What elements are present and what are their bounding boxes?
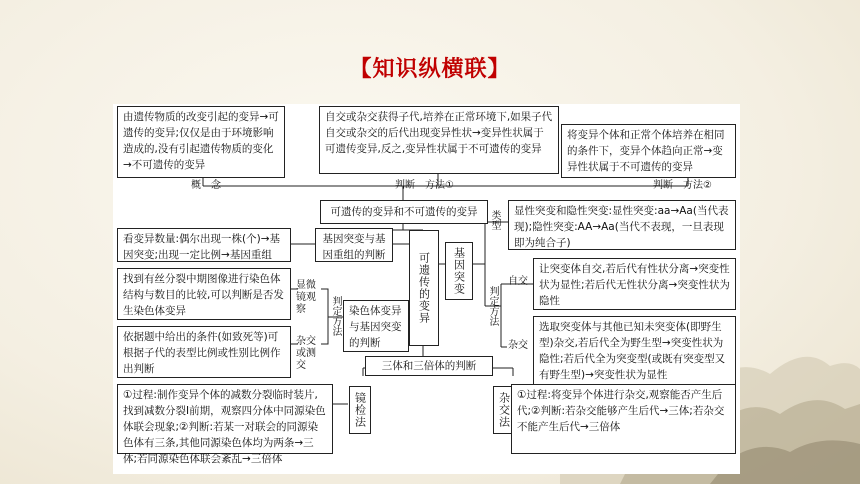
cross-detail-box: ①过程:将变异个体进行杂交,观察能否产生后代;②判断:若杂交能够产生后代→三体;若杂交不能产生后代→三倍体 bbox=[511, 384, 736, 454]
judge-method-2-box: 将变异个体和正常个体培养在相同的条件下，变异个体趋向正常→变异性状属于不可遗传的变异 bbox=[561, 124, 736, 178]
judge-method-label: 判定方法 bbox=[487, 286, 498, 326]
microscope-box: 找到有丝分裂中期图像进行染色体结构与数目的比较,可以判断是否发生染色体变异 bbox=[117, 268, 291, 320]
microscope-detail-box: ①过程:制作变异个体的减数分裂临时装片,找到减数分裂Ⅰ前期，观察四分体中同源染色体联会现象;②判断:若某一对联会的同源染色体有三条,其他同源染色体均为两条→三体;若同源染色体联会紊乱→三倍体 bbox=[117, 384, 333, 454]
center-top-box: 可遗传的变异和不可遗传的变异 bbox=[320, 200, 488, 224]
cross-test-box: 依据题中给出的条件(如致死等)可根据子代的表型比例或性别比例作出判断 bbox=[117, 326, 291, 378]
judge-method-1-label: 判断 方法① bbox=[395, 180, 454, 191]
selfing-box: 让突变体自交,若后代有性状分离→突变性状为显性;若后代无性状分离→突变性状为隐性 bbox=[533, 258, 736, 310]
count-variation-box: 看变异数量:偶尔出现一株(个)→基因突变;出现一定比例→基因重组 bbox=[117, 228, 291, 262]
page-title: 【知识纵横联】 bbox=[349, 57, 511, 82]
trisomy-triploid-box: 三体和三倍体的判断 bbox=[365, 356, 493, 376]
cross-method-box: 杂交法 bbox=[493, 386, 515, 434]
chromosome-vs-gene-box: 染色体变异与基因突变的判断 bbox=[343, 300, 409, 352]
concept-label: 概 念 bbox=[191, 180, 221, 191]
type-label: 类型 bbox=[489, 210, 500, 230]
gene-mutation-box: 基因突变 bbox=[445, 242, 473, 300]
microscope-method-box: 镜检法 bbox=[349, 386, 371, 434]
crossing-box: 选取突变体与其他已知未突变体(即野生型)杂交,若后代全为野生型→突变性状为隐性;若后代全为突变型(或既有突变型又有野生型)→突变性状为显性 bbox=[533, 316, 736, 386]
microscope-observe-label: 显微镜观察 bbox=[296, 280, 316, 315]
dominant-recessive-box: 显性突变和隐性突变:显性突变:aa→Aa(当代表现);隐性突变:AA→Aa(当代不表现，一旦表现即为纯合子) bbox=[508, 200, 736, 250]
judge-method-left-label: 判定方法 bbox=[330, 296, 341, 336]
judge-method-1-box: 自交或杂交获得子代,培养在正常环境下,如果子代自交或杂交的后代出现变异性状→变异性状属于可遗传变异,反之,变异性状属于不可遗传的变异 bbox=[319, 106, 559, 174]
crossing-label: 杂交 bbox=[508, 340, 528, 351]
center-vertical-box: 可遗传的变异 bbox=[409, 230, 439, 346]
judge-method-2-label: 判断 方法② bbox=[653, 180, 712, 191]
cross-test-label: 杂交或测交 bbox=[296, 336, 316, 371]
concept-box: 由遗传物质的改变引起的变异→可遗传的变异;仅仅是由于环境影响造成的,没有引起遗传物质的变化→不可遗传的变异 bbox=[117, 106, 285, 178]
selfing-label: 自交 bbox=[508, 276, 528, 287]
gene-mutation-vs-recombination-box: 基因突变与基因重组的判断 bbox=[315, 228, 393, 262]
knowledge-map bbox=[113, 104, 740, 474]
